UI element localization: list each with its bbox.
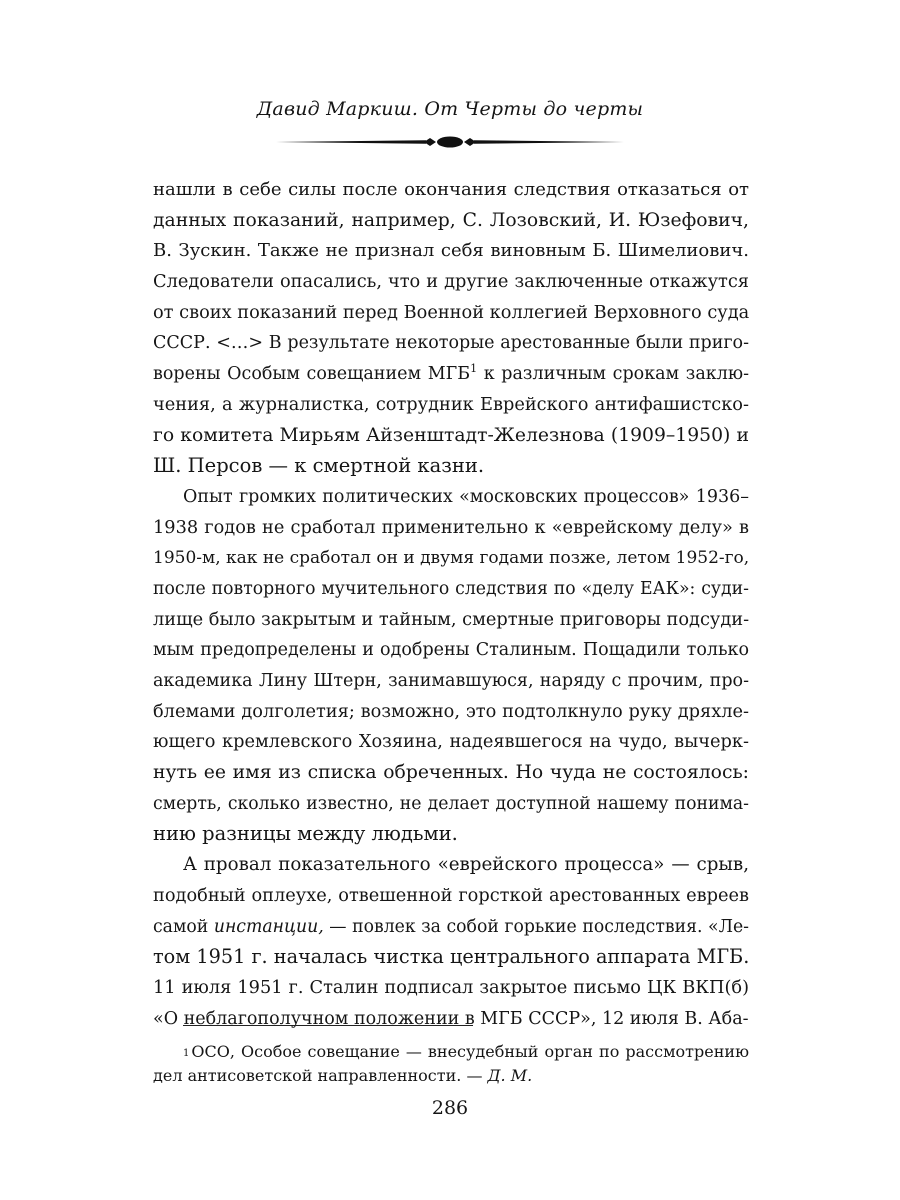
footnote-line-2 <box>153 1064 749 1088</box>
text-segment: ворены Особым совещанием МГБ <box>153 364 471 385</box>
footnote-line-1 <box>153 1040 749 1064</box>
text-line: А провал показательного «еврейского процесса» — срыв, <box>183 854 749 876</box>
header-ornament <box>276 130 624 154</box>
text-line: смерть, сколько известно, не делает доступной нашему понима- <box>153 793 749 814</box>
text-line <box>153 359 749 390</box>
text-line: блемами долголетия; возможно, это подтолкнуло руку дряхле- <box>153 701 749 722</box>
paragraph <box>153 850 749 1034</box>
text-line: после повторного мучительного следствия по «делу ЕАК»: суди- <box>153 578 749 599</box>
footnote-marker: 1 <box>183 1048 190 1059</box>
footnote-author: Д. М. <box>487 1066 533 1085</box>
body-text <box>153 175 749 1034</box>
text-segment: к различным срокам заклю- <box>477 364 749 385</box>
text-line: том 1951 г. началась чистка центрального аппарата МГБ. <box>153 945 750 969</box>
text-line: нашли в себе силы после окончания следствия отказаться от <box>153 179 749 200</box>
text-line: нию разницы между людьми. <box>153 822 458 846</box>
text-line: В. Зускин. Также не признал себя виновным Б. Шимелиович. <box>153 240 749 262</box>
text-line: подобный оплеухе, отвешенной горсткой арестованных евреев <box>153 885 749 906</box>
text-line: «О неблагополучном положении в МГБ СССР», 12 июля В. Аба- <box>153 1008 749 1029</box>
text-segment: самой <box>153 916 214 937</box>
text-line: мым предопределены и одобрены Сталиным. Пощадили только <box>153 640 749 661</box>
footnote-reference: 1 <box>470 362 478 376</box>
text-line: го комитета Мирьям Айзенштадт-Железнова (1909–1950) и <box>153 424 749 446</box>
text-line: 1950-м, как не сработал он и двумя годами позже, летом 1952-го, <box>153 548 750 569</box>
footnote <box>153 1040 749 1088</box>
running-title: Давид Маркиш. От Черты до черты <box>256 98 644 120</box>
paragraph <box>153 482 749 850</box>
text-line: академика Лину Штерн, занимавшуюся, наряду с прочим, про- <box>153 671 749 691</box>
text-segment: — повлек за собой горькие последствия. «Ле- <box>323 916 749 937</box>
text-line: ющего кремлевского Хозяина, надеявшегося на чудо, вычерк- <box>153 732 749 753</box>
text-line: данных показаний, например, С. Лозовский, И. Юзефович, <box>153 209 749 231</box>
text-line: 1938 годов не сработал применительно к «еврейскому делу» в <box>153 517 749 538</box>
text-line: 11 июля 1951 г. Сталин подписал закрытое письмо ЦК ВКП(б) <box>153 977 749 998</box>
page-number: 286 <box>431 1097 469 1119</box>
paragraph <box>153 175 749 482</box>
text-line: лище было закрытым и тайным, смертные приговоры подсуди- <box>153 609 750 630</box>
footnote-text-1: ОСО, Особое совещание — внесудебный орган по рассмотрению <box>191 1042 749 1061</box>
text-line: нуть ее имя из списка обреченных. Но чуда не состоялось: <box>153 762 749 784</box>
text-line: от своих показаний перед Военной коллегией Верховного суда <box>153 302 750 323</box>
footnote-text-2: дел антисоветской направленности. — <box>153 1066 488 1085</box>
text-line: чения, а журналистка, сотрудник Еврейского антифашистско- <box>153 394 749 415</box>
text-line: Опыт громких политических «московских процессов» 1936– <box>183 486 749 507</box>
footnote-separator <box>183 1025 473 1026</box>
text-line: Следователи опасались, что и другие заключенные откажутся <box>153 272 749 293</box>
text-line <box>153 912 749 943</box>
italic-segment: инстанции, <box>213 916 324 937</box>
text-line: СССР. <…> В результате некоторые арестованные были приго- <box>153 333 749 354</box>
text-line: Ш. Персов — к смертной казни. <box>153 454 485 478</box>
